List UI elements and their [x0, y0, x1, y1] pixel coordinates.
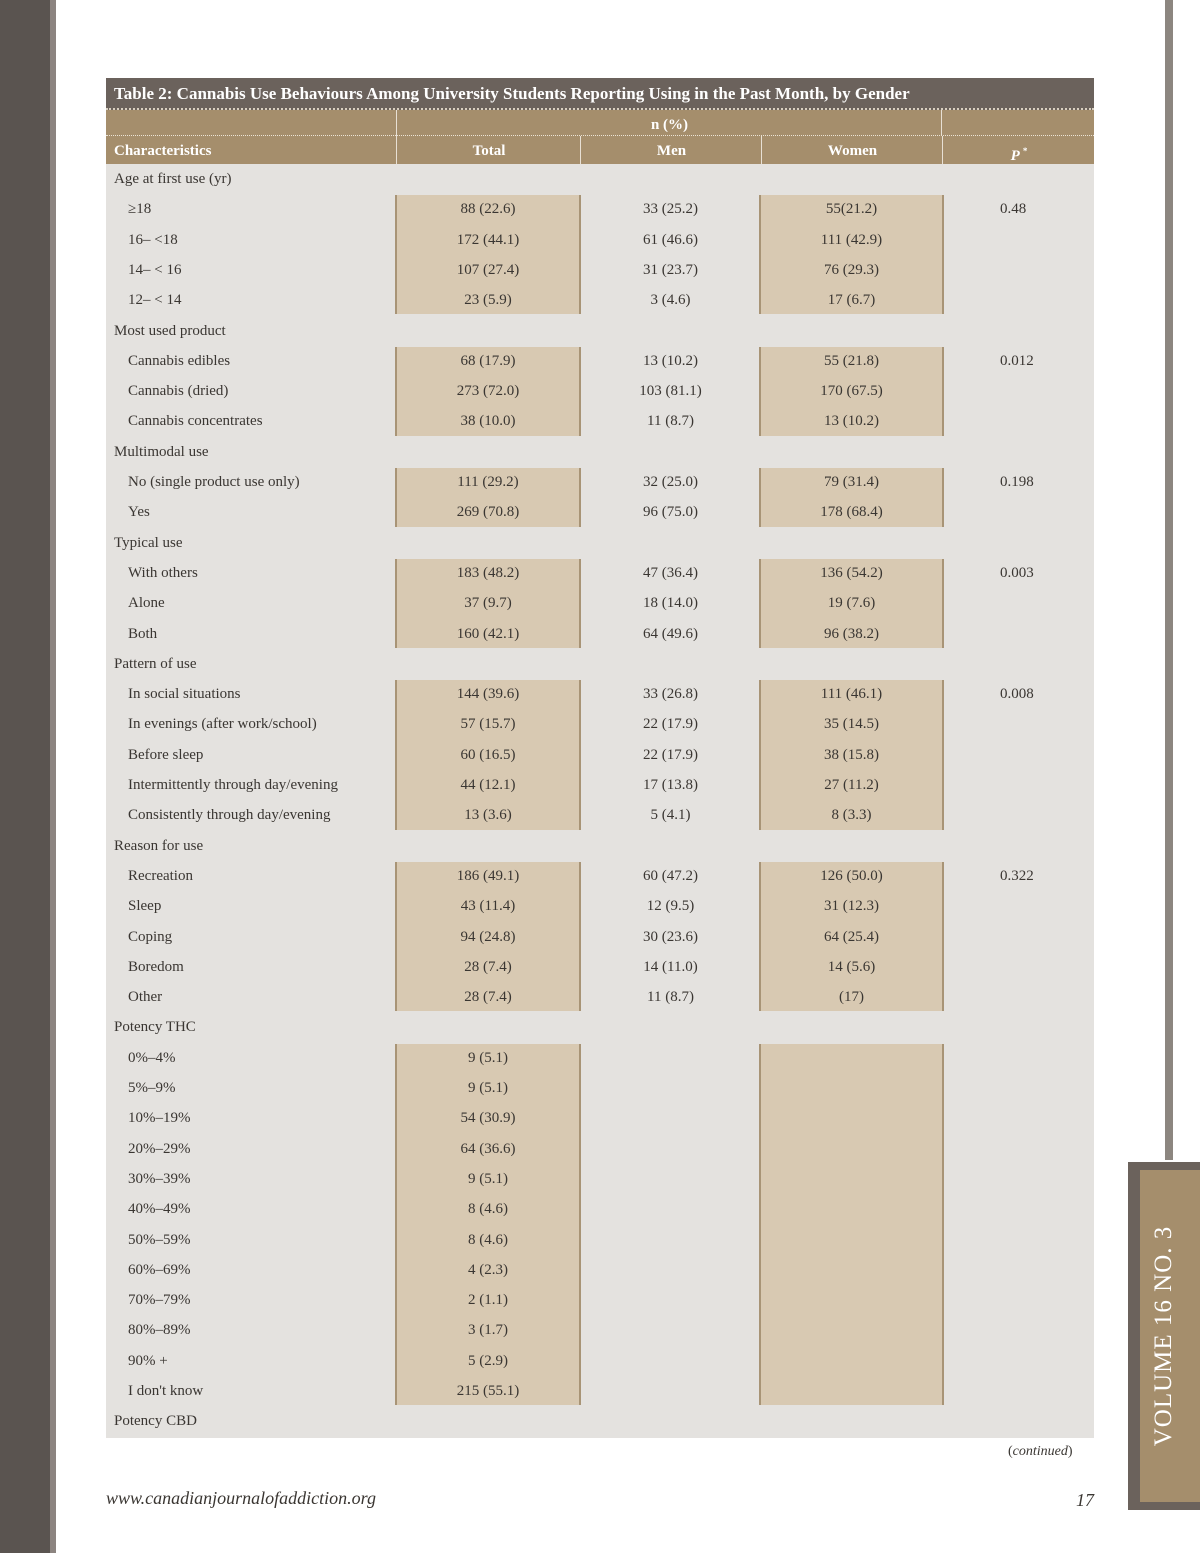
- p-value-cell: 0.48: [1000, 201, 1027, 218]
- left-margin-bar: [0, 0, 50, 1553]
- row-label: 10%–19%: [128, 1110, 191, 1127]
- row-label: In social situations: [128, 686, 241, 703]
- table-row: [106, 194, 1094, 224]
- row-label: Recreation: [128, 867, 193, 884]
- total-cell: 183 (48.2): [456, 564, 520, 581]
- row-label: I don't know: [128, 1383, 204, 1399]
- footer-url[interactable]: www.canadianjournalofaddiction.org: [106, 1488, 377, 1508]
- row-label: Intermittently through day/evening: [128, 777, 338, 793]
- women-cell: 79 (31.4): [824, 474, 879, 490]
- women-cell: 31 (12.3): [824, 898, 879, 915]
- table-row: [106, 709, 1094, 739]
- section-heading: Potency THC: [114, 1019, 196, 1036]
- row-label: 90% +: [128, 1352, 168, 1369]
- table-row: [106, 1285, 1094, 1315]
- women-cell: 96 (38.2): [824, 625, 879, 642]
- men-cell: 13 (10.2): [643, 352, 698, 369]
- total-cell: 4 (2.3): [468, 1261, 508, 1278]
- men-cell: 33 (26.8): [643, 686, 698, 703]
- table-row: [106, 285, 1094, 315]
- table-row: [106, 891, 1094, 921]
- data-table: [106, 78, 1094, 1438]
- continued-note: (continued): [1008, 1444, 1073, 1459]
- women-cell: 170 (67.5): [820, 383, 883, 400]
- men-cell: 12 (9.5): [646, 898, 695, 915]
- table-row: [106, 255, 1094, 285]
- row-label: Boredom: [128, 958, 184, 975]
- table-row: [106, 225, 1094, 255]
- total-cell: 111 (29.2): [457, 474, 519, 490]
- row-label: Coping: [128, 928, 173, 945]
- row-label: 12– < 14: [128, 292, 182, 309]
- section-heading: Multimodal use: [114, 443, 209, 460]
- section-heading: Pattern of use: [114, 655, 197, 672]
- p-value-cell: 0.012: [1000, 352, 1034, 369]
- men-cell: 60 (47.2): [643, 867, 698, 884]
- men-cell: 11 (8.7): [647, 413, 694, 430]
- men-cell: 17 (13.8): [643, 777, 698, 793]
- total-cell: 57 (15.7): [460, 716, 516, 733]
- row-label: Alone: [128, 595, 165, 612]
- men-cell: 3 (4.6): [650, 292, 691, 309]
- column-header-total: Total: [396, 136, 581, 164]
- right-margin-stripe: [1165, 0, 1173, 1160]
- row-label: Cannabis (dried): [128, 383, 229, 400]
- table-row: [106, 1164, 1094, 1194]
- men-cell: 5 (4.1): [650, 807, 691, 824]
- women-cell: 35 (14.5): [824, 716, 879, 733]
- column-header-men: Men: [580, 136, 762, 164]
- total-cell: 23 (5.9): [464, 292, 512, 309]
- total-cell: 3 (1.7): [468, 1322, 508, 1339]
- women-cell: 126 (50.0): [820, 867, 883, 884]
- men-cell: 22 (17.9): [643, 716, 698, 733]
- row-label: 60%–69%: [128, 1261, 191, 1278]
- men-cell: 61 (46.6): [643, 231, 698, 248]
- table-row: [106, 770, 1094, 800]
- total-cell: 160 (42.1): [456, 625, 520, 642]
- row-label: 20%–29%: [128, 1140, 191, 1157]
- table-row: [106, 800, 1094, 830]
- men-cell: 64 (49.6): [643, 625, 698, 642]
- row-label: Cannabis concentrates: [128, 413, 263, 430]
- column-header-p: P *: [942, 136, 1095, 164]
- left-margin-stripe: [50, 0, 56, 1553]
- section-heading-row: [106, 437, 1094, 467]
- p-value-cell: 0.198: [1000, 474, 1034, 490]
- women-cell: 76 (29.3): [824, 261, 879, 278]
- table-column-header: [106, 136, 1094, 164]
- table-row: [106, 1194, 1094, 1224]
- men-cell: 32 (25.0): [643, 474, 698, 490]
- column-header-characteristics: Characteristics: [114, 143, 212, 159]
- table-row: [106, 679, 1094, 709]
- row-label: 0%–4%: [128, 1049, 176, 1066]
- total-cell: 9 (5.1): [468, 1080, 508, 1096]
- table-row: [106, 1315, 1094, 1345]
- row-label: Before sleep: [128, 746, 204, 763]
- row-label: 30%–39%: [128, 1170, 191, 1187]
- volume-label: VOLUME 16 NO. 3: [1150, 1225, 1177, 1447]
- total-cell: 44 (12.1): [460, 777, 516, 793]
- women-cell: 19 (7.6): [827, 595, 876, 612]
- table-row: [106, 619, 1094, 649]
- p-value-cell: 0.322: [1000, 867, 1034, 884]
- total-cell: 273 (72.0): [456, 383, 520, 400]
- table-row: [106, 497, 1094, 527]
- row-label: No (single product use only): [128, 474, 300, 490]
- section-heading-row: [106, 316, 1094, 346]
- section-heading: Age at first use (yr): [114, 171, 232, 187]
- table-row: [106, 1255, 1094, 1285]
- women-cell: 14 (5.6): [827, 958, 876, 975]
- p-value-cell: 0.008: [1000, 686, 1034, 703]
- men-cell: 96 (75.0): [643, 504, 698, 521]
- total-cell: 186 (49.1): [456, 867, 520, 884]
- section-heading-row: [106, 649, 1094, 679]
- table-row: [106, 1043, 1094, 1073]
- p-value-cell: 0.003: [1000, 564, 1034, 581]
- women-cell: (17): [839, 989, 864, 1006]
- row-label: Yes: [128, 504, 150, 521]
- men-cell: 33 (25.2): [643, 201, 698, 218]
- total-cell: 9 (5.1): [468, 1049, 508, 1066]
- women-cell: 55 (21.8): [824, 352, 879, 369]
- table-row: [106, 467, 1094, 497]
- table-row: [106, 1225, 1094, 1255]
- table-body: [106, 164, 1094, 1438]
- women-cell: 17 (6.7): [827, 292, 876, 309]
- row-label: Both: [128, 625, 158, 642]
- women-cell: 8 (3.3): [831, 807, 872, 824]
- total-cell: 37 (9.7): [464, 595, 512, 612]
- row-label: 14– < 16: [128, 261, 182, 278]
- total-cell: 5 (2.9): [468, 1352, 508, 1369]
- table-row: [106, 922, 1094, 952]
- row-label: 5%–9%: [128, 1080, 176, 1096]
- women-cell: 178 (68.4): [820, 504, 883, 521]
- men-cell: 18 (14.0): [643, 595, 698, 612]
- women-cell: 64 (25.4): [824, 928, 879, 945]
- men-cell: 11 (8.7): [647, 989, 694, 1006]
- total-cell: 107 (27.4): [456, 261, 520, 278]
- table-row: [106, 1073, 1094, 1103]
- row-label: With others: [128, 564, 198, 581]
- table-row: [106, 1346, 1094, 1376]
- total-cell: 64 (36.6): [460, 1140, 516, 1157]
- table-row: [106, 558, 1094, 588]
- men-cell: 30 (23.6): [643, 928, 698, 945]
- column-header-women: Women: [761, 136, 943, 164]
- total-cell: 94 (24.8): [460, 928, 516, 945]
- row-label: 50%–59%: [128, 1231, 191, 1248]
- total-cell: 88 (22.6): [460, 201, 516, 218]
- row-label: ≥18: [128, 201, 152, 218]
- row-label: Other: [128, 989, 163, 1006]
- section-heading-row: [106, 1012, 1094, 1042]
- total-cell: 13 (3.6): [464, 807, 512, 824]
- section-heading: Most used product: [114, 322, 226, 339]
- women-cell: 13 (10.2): [824, 413, 879, 430]
- section-heading-row: [106, 831, 1094, 861]
- row-label: 16– <18: [128, 231, 178, 248]
- women-cell: 111 (42.9): [820, 231, 883, 248]
- section-heading: Typical use: [114, 534, 183, 551]
- women-cell: 38 (15.8): [824, 746, 879, 763]
- total-cell: 60 (16.5): [460, 746, 516, 763]
- row-label: Consistently through day/evening: [128, 807, 331, 824]
- table-group-header: [106, 110, 1094, 136]
- row-label: In evenings (after work/school): [128, 716, 317, 733]
- table-row: [106, 346, 1094, 376]
- row-label: 70%–79%: [128, 1292, 191, 1309]
- women-cell: 55(21.2): [825, 201, 878, 218]
- page-number: 17: [1076, 1490, 1094, 1510]
- row-label: Sleep: [128, 898, 162, 915]
- table-title: Table 2: Cannabis Use Behaviours Among University Students Reporting Using in the Past Month, by Gender: [106, 78, 1094, 110]
- total-cell: 38 (10.0): [460, 413, 516, 430]
- table-row: [106, 1103, 1094, 1133]
- table-row: [106, 406, 1094, 436]
- men-cell: 14 (11.0): [643, 958, 698, 975]
- section-heading: Potency CBD: [114, 1413, 197, 1430]
- women-cell: 111 (46.1): [820, 686, 883, 703]
- table-row: [106, 588, 1094, 618]
- total-cell: 68 (17.9): [460, 352, 516, 369]
- total-cell: 28 (7.4): [464, 958, 512, 975]
- men-cell: 31 (23.7): [643, 261, 698, 278]
- section-heading-row: [106, 528, 1094, 558]
- total-cell: 172 (44.1): [456, 231, 520, 248]
- row-label: 40%–49%: [128, 1201, 191, 1218]
- total-cell: 269 (70.8): [456, 504, 520, 521]
- table-row: [106, 740, 1094, 770]
- total-cell: 9 (5.1): [468, 1170, 508, 1187]
- total-cell: 8 (4.6): [468, 1201, 508, 1218]
- men-cell: 22 (17.9): [643, 746, 698, 763]
- section-heading: Reason for use: [114, 837, 204, 854]
- table-row: [106, 861, 1094, 891]
- row-label: Cannabis edibles: [128, 352, 231, 369]
- table-row: [106, 376, 1094, 406]
- n-percent-header: n (%): [396, 110, 942, 136]
- table-row: [106, 982, 1094, 1012]
- total-cell: 28 (7.4): [464, 989, 512, 1006]
- women-cell: 136 (54.2): [820, 564, 883, 581]
- section-heading-row: [106, 164, 1094, 194]
- row-label: 80%–89%: [128, 1322, 191, 1339]
- table-row: [106, 1376, 1094, 1406]
- total-cell: 2 (1.1): [468, 1292, 508, 1309]
- section-heading-row: [106, 1406, 1094, 1436]
- men-cell: 103 (81.1): [639, 383, 702, 400]
- table-row: [106, 952, 1094, 982]
- total-cell: 215 (55.1): [456, 1383, 520, 1399]
- table-row: [106, 1134, 1094, 1164]
- total-cell: 54 (30.9): [460, 1110, 516, 1127]
- women-cell: 27 (11.2): [824, 777, 879, 793]
- total-cell: 144 (39.6): [456, 686, 520, 703]
- total-cell: 43 (11.4): [460, 898, 516, 915]
- total-cell: 8 (4.6): [468, 1231, 508, 1248]
- men-cell: 47 (36.4): [643, 564, 698, 581]
